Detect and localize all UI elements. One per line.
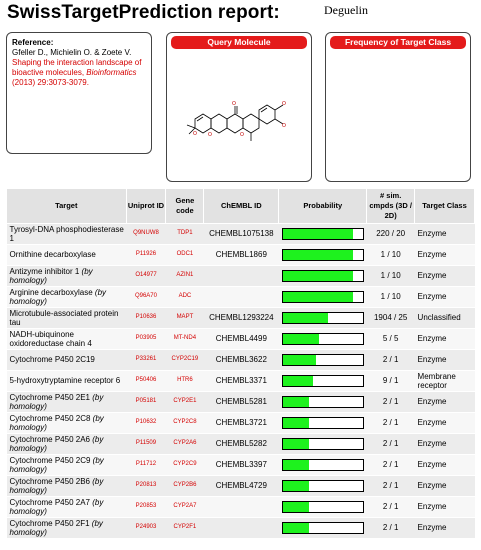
probability-bar bbox=[282, 333, 364, 345]
svg-text:O: O bbox=[232, 101, 236, 107]
chembl-id: CHEMBL3397 bbox=[204, 455, 279, 476]
similar-compounds: 2 / 1 bbox=[367, 497, 415, 518]
chembl-id: CHEMBL1869 bbox=[204, 245, 279, 266]
table-row bbox=[7, 413, 475, 434]
col-chembl: ChEMBL ID bbox=[204, 189, 279, 224]
homology-note: (by homology) bbox=[9, 413, 104, 432]
gene-code-link[interactable]: CYP2E1 bbox=[166, 392, 204, 413]
table-row bbox=[7, 308, 475, 329]
probability-fill bbox=[283, 397, 309, 407]
probability-bar bbox=[282, 270, 364, 282]
similar-compounds: 2 / 1 bbox=[367, 434, 415, 455]
homology-note: (by homology) bbox=[9, 455, 104, 474]
col-uniprot: Uniprot ID bbox=[126, 189, 166, 224]
similar-compounds: 2 / 1 bbox=[367, 455, 415, 476]
reference-authors: Gfeller D., Michielin O. & Zoete V. bbox=[12, 48, 132, 57]
chembl-id: CHEMBL5281 bbox=[204, 392, 279, 413]
probability-bar bbox=[282, 480, 364, 492]
probability-bar bbox=[282, 501, 364, 513]
probability-cell bbox=[279, 518, 367, 539]
chembl-id bbox=[204, 266, 279, 287]
probability-cell bbox=[279, 350, 367, 371]
similar-compounds: 2 / 1 bbox=[367, 350, 415, 371]
target-label: Ornithine decarboxylase bbox=[9, 250, 96, 260]
target-class: Enzyme bbox=[415, 329, 475, 350]
uniprot-link[interactable]: P50406 bbox=[126, 371, 166, 392]
target-name bbox=[7, 266, 127, 287]
target-class: Unclassified bbox=[415, 308, 475, 329]
uniprot-link[interactable]: P20813 bbox=[126, 476, 166, 497]
probability-bar bbox=[282, 396, 364, 408]
similar-compounds: 9 / 1 bbox=[367, 371, 415, 392]
target-name bbox=[7, 371, 127, 392]
gene-code-link[interactable]: CYP2A7 bbox=[166, 497, 204, 518]
similar-compounds: 2 / 1 bbox=[367, 476, 415, 497]
probability-bar bbox=[282, 375, 364, 387]
homology-note: (by homology) bbox=[9, 434, 104, 453]
uniprot-link[interactable]: Q96A70 bbox=[126, 287, 166, 308]
probability-fill bbox=[283, 460, 309, 470]
probability-fill bbox=[283, 229, 353, 239]
chembl-id bbox=[204, 287, 279, 308]
table-row bbox=[7, 350, 475, 371]
probability-bar bbox=[282, 417, 364, 429]
uniprot-link[interactable]: O14977 bbox=[126, 266, 166, 287]
uniprot-link[interactable]: P11712 bbox=[126, 455, 166, 476]
table-row bbox=[7, 434, 475, 455]
gene-code-link[interactable]: MT-ND4 bbox=[166, 329, 204, 350]
target-class-frequency-panel bbox=[325, 32, 471, 182]
svg-text:O: O bbox=[193, 131, 197, 137]
uniprot-link[interactable]: P05181 bbox=[126, 392, 166, 413]
reference-journal: Bioinformatics bbox=[86, 68, 137, 77]
probability-fill bbox=[283, 334, 319, 344]
table-row bbox=[7, 455, 475, 476]
probability-fill bbox=[283, 439, 309, 449]
target-name bbox=[7, 434, 127, 455]
target-label: Arginine decarboxylase bbox=[9, 287, 93, 297]
similar-compounds: 5 / 5 bbox=[367, 329, 415, 350]
reference-title: Shaping the interaction landscape of bioactive molecules, bbox=[12, 58, 142, 77]
table-row bbox=[7, 266, 475, 287]
target-name bbox=[7, 392, 127, 413]
svg-text:O: O bbox=[208, 132, 212, 138]
similar-compounds: 220 / 20 bbox=[367, 224, 415, 245]
target-name bbox=[7, 287, 127, 308]
target-class: Enzyme bbox=[415, 392, 475, 413]
table-row bbox=[7, 245, 475, 266]
probability-cell bbox=[279, 329, 367, 350]
col-sim-cmpds: # sim. cmpds (3D / 2D) bbox=[367, 189, 415, 224]
molecule-structure-image bbox=[175, 61, 305, 161]
chembl-id: CHEMBL1075138 bbox=[204, 224, 279, 245]
target-name bbox=[7, 308, 127, 329]
svg-text:O: O bbox=[240, 132, 244, 138]
table-row bbox=[7, 371, 475, 392]
probability-fill bbox=[283, 250, 353, 260]
uniprot-link[interactable]: P03905 bbox=[126, 329, 166, 350]
target-class: Enzyme bbox=[415, 266, 475, 287]
probability-fill bbox=[283, 271, 353, 281]
gene-code-link[interactable]: CYP2B6 bbox=[166, 476, 204, 497]
target-class: Enzyme bbox=[415, 245, 475, 266]
gene-code-link[interactable]: MAPT bbox=[166, 308, 204, 329]
probability-fill bbox=[283, 523, 309, 533]
gene-code-link[interactable]: CYP2F1 bbox=[166, 518, 204, 539]
target-label: Cytochrome P450 2B6 bbox=[9, 476, 90, 486]
target-name bbox=[7, 245, 127, 266]
probability-cell bbox=[279, 371, 367, 392]
target-class: Enzyme bbox=[415, 476, 475, 497]
probability-bar bbox=[282, 522, 364, 534]
gene-code-link[interactable]: HTR6 bbox=[166, 371, 204, 392]
similar-compounds: 1 / 10 bbox=[367, 245, 415, 266]
target-label: Antizyme inhibitor 1 bbox=[9, 266, 80, 276]
target-label: Cytochrome P450 2F1 bbox=[9, 518, 90, 528]
probability-bar bbox=[282, 438, 364, 450]
col-gene: Gene code bbox=[166, 189, 204, 224]
gene-code-link[interactable]: ODC1 bbox=[166, 245, 204, 266]
probability-cell bbox=[279, 308, 367, 329]
probability-fill bbox=[283, 502, 309, 512]
homology-note: (by homology) bbox=[9, 266, 93, 285]
homology-note: (by homology) bbox=[9, 476, 104, 495]
table-row bbox=[7, 224, 475, 245]
probability-fill bbox=[283, 313, 328, 323]
target-label: Cytochrome P450 2A7 bbox=[9, 497, 90, 507]
gene-code-link[interactable]: CYP2C9 bbox=[166, 455, 204, 476]
probability-bar bbox=[282, 354, 364, 366]
probability-cell bbox=[279, 476, 367, 497]
table-row bbox=[7, 476, 475, 497]
probability-cell bbox=[279, 455, 367, 476]
table-row bbox=[7, 497, 475, 518]
similar-compounds: 1904 / 25 bbox=[367, 308, 415, 329]
target-label: Cytochrome P450 2A6 bbox=[9, 434, 90, 444]
target-class: Enzyme bbox=[415, 413, 475, 434]
col-probability: Probability bbox=[279, 189, 367, 224]
similar-compounds: 1 / 10 bbox=[367, 287, 415, 308]
similar-compounds: 2 / 1 bbox=[367, 413, 415, 434]
table-row bbox=[7, 329, 475, 350]
target-name bbox=[7, 518, 127, 539]
target-label: Cytochrome P450 2E1 bbox=[9, 392, 90, 402]
probability-fill bbox=[283, 292, 353, 302]
homology-note: (by homology) bbox=[9, 497, 104, 516]
chembl-id: CHEMBL3721 bbox=[204, 413, 279, 434]
molecule-name: Deguelin bbox=[324, 3, 368, 17]
probability-bar bbox=[282, 459, 364, 471]
target-label: Cytochrome P450 2C19 bbox=[9, 355, 95, 365]
probability-cell bbox=[279, 224, 367, 245]
svg-text:O: O bbox=[282, 123, 286, 129]
chembl-id: CHEMBL3371 bbox=[204, 371, 279, 392]
chembl-id bbox=[204, 497, 279, 518]
col-target-class: Target Class bbox=[415, 189, 475, 224]
query-molecule-panel bbox=[166, 32, 312, 182]
gene-code-link[interactable]: CYP2A6 bbox=[166, 434, 204, 455]
probability-cell bbox=[279, 266, 367, 287]
homology-note: (by homology) bbox=[9, 518, 103, 537]
target-label: NADH-ubiquinone oxidoreductase chain 4 bbox=[9, 329, 92, 348]
probability-fill bbox=[283, 418, 309, 428]
target-class: Enzyme bbox=[415, 350, 475, 371]
uniprot-link[interactable]: P33261 bbox=[126, 350, 166, 371]
probability-cell bbox=[279, 413, 367, 434]
uniprot-link[interactable]: P11509 bbox=[126, 434, 166, 455]
reference-box bbox=[6, 32, 152, 154]
target-name bbox=[7, 329, 127, 350]
page-title: SwissTargetPrediction report: bbox=[7, 2, 280, 23]
gene-code-link[interactable]: AZIN1 bbox=[166, 266, 204, 287]
target-name bbox=[7, 350, 127, 371]
target-class: Enzyme bbox=[415, 287, 475, 308]
table-row bbox=[7, 287, 475, 308]
uniprot-link[interactable]: P24903 bbox=[126, 518, 166, 539]
target-name bbox=[7, 476, 127, 497]
reference-heading: Reference: bbox=[12, 38, 54, 47]
probability-fill bbox=[283, 376, 313, 386]
probability-cell bbox=[279, 434, 367, 455]
chembl-id: CHEMBL4729 bbox=[204, 476, 279, 497]
uniprot-link[interactable]: P11926 bbox=[126, 245, 166, 266]
svg-text:O: O bbox=[282, 101, 286, 107]
col-target: Target bbox=[7, 189, 127, 224]
chembl-id bbox=[204, 518, 279, 539]
similar-compounds: 1 / 10 bbox=[367, 266, 415, 287]
table-row bbox=[7, 392, 475, 413]
chembl-id: CHEMBL5282 bbox=[204, 434, 279, 455]
table-row bbox=[7, 518, 475, 539]
probability-fill bbox=[283, 355, 316, 365]
reference-citation: (2013) 29:3073-3079. bbox=[12, 78, 89, 87]
target-label: Cytochrome P450 2C8 bbox=[9, 413, 91, 423]
probability-bar bbox=[282, 291, 364, 303]
chembl-id: CHEMBL4499 bbox=[204, 329, 279, 350]
probability-bar bbox=[282, 249, 364, 261]
query-molecule-header: Query Molecule bbox=[171, 36, 307, 49]
uniprot-link[interactable]: P20853 bbox=[126, 497, 166, 518]
target-class: Enzyme bbox=[415, 518, 475, 539]
target-name bbox=[7, 224, 127, 245]
probability-bar bbox=[282, 228, 364, 240]
target-class: Enzyme bbox=[415, 497, 475, 518]
target-label: Microtubule-associated protein tau bbox=[9, 308, 119, 327]
target-class: Enzyme bbox=[415, 224, 475, 245]
probability-fill bbox=[283, 481, 309, 491]
probability-cell bbox=[279, 392, 367, 413]
chembl-id: CHEMBL3622 bbox=[204, 350, 279, 371]
results-table bbox=[6, 188, 475, 539]
target-name bbox=[7, 413, 127, 434]
chembl-id: CHEMBL1293224 bbox=[204, 308, 279, 329]
target-class: Enzyme bbox=[415, 434, 475, 455]
gene-code-link[interactable]: CYP2C8 bbox=[166, 413, 204, 434]
target-label: 5-hydroxytryptamine receptor 6 bbox=[9, 376, 121, 386]
target-class: Membrane receptor bbox=[415, 371, 475, 392]
homology-note: (by homology) bbox=[9, 392, 104, 411]
reference-link[interactable] bbox=[12, 58, 146, 88]
similar-compounds: 2 / 1 bbox=[367, 392, 415, 413]
target-name bbox=[7, 455, 127, 476]
homology-note: (by homology) bbox=[9, 287, 107, 306]
probability-cell bbox=[279, 287, 367, 308]
frequency-header: Frequency of Target Class bbox=[330, 36, 466, 49]
uniprot-link[interactable]: P10632 bbox=[126, 413, 166, 434]
target-name bbox=[7, 497, 127, 518]
gene-code-link[interactable]: CYP2C19 bbox=[166, 350, 204, 371]
target-class: Enzyme bbox=[415, 455, 475, 476]
uniprot-link[interactable]: Q9NUW8 bbox=[126, 224, 166, 245]
gene-code-link[interactable]: TDP1 bbox=[166, 224, 204, 245]
probability-cell bbox=[279, 497, 367, 518]
probability-bar bbox=[282, 312, 364, 324]
table-header-row bbox=[7, 189, 475, 224]
similar-compounds: 2 / 1 bbox=[367, 518, 415, 539]
target-label: Tyrosyl-DNA phosphodiesterase 1 bbox=[9, 224, 124, 243]
probability-cell bbox=[279, 245, 367, 266]
uniprot-link[interactable]: P10636 bbox=[126, 308, 166, 329]
target-label: Cytochrome P450 2C9 bbox=[9, 455, 91, 465]
gene-code-link[interactable]: ADC bbox=[166, 287, 204, 308]
